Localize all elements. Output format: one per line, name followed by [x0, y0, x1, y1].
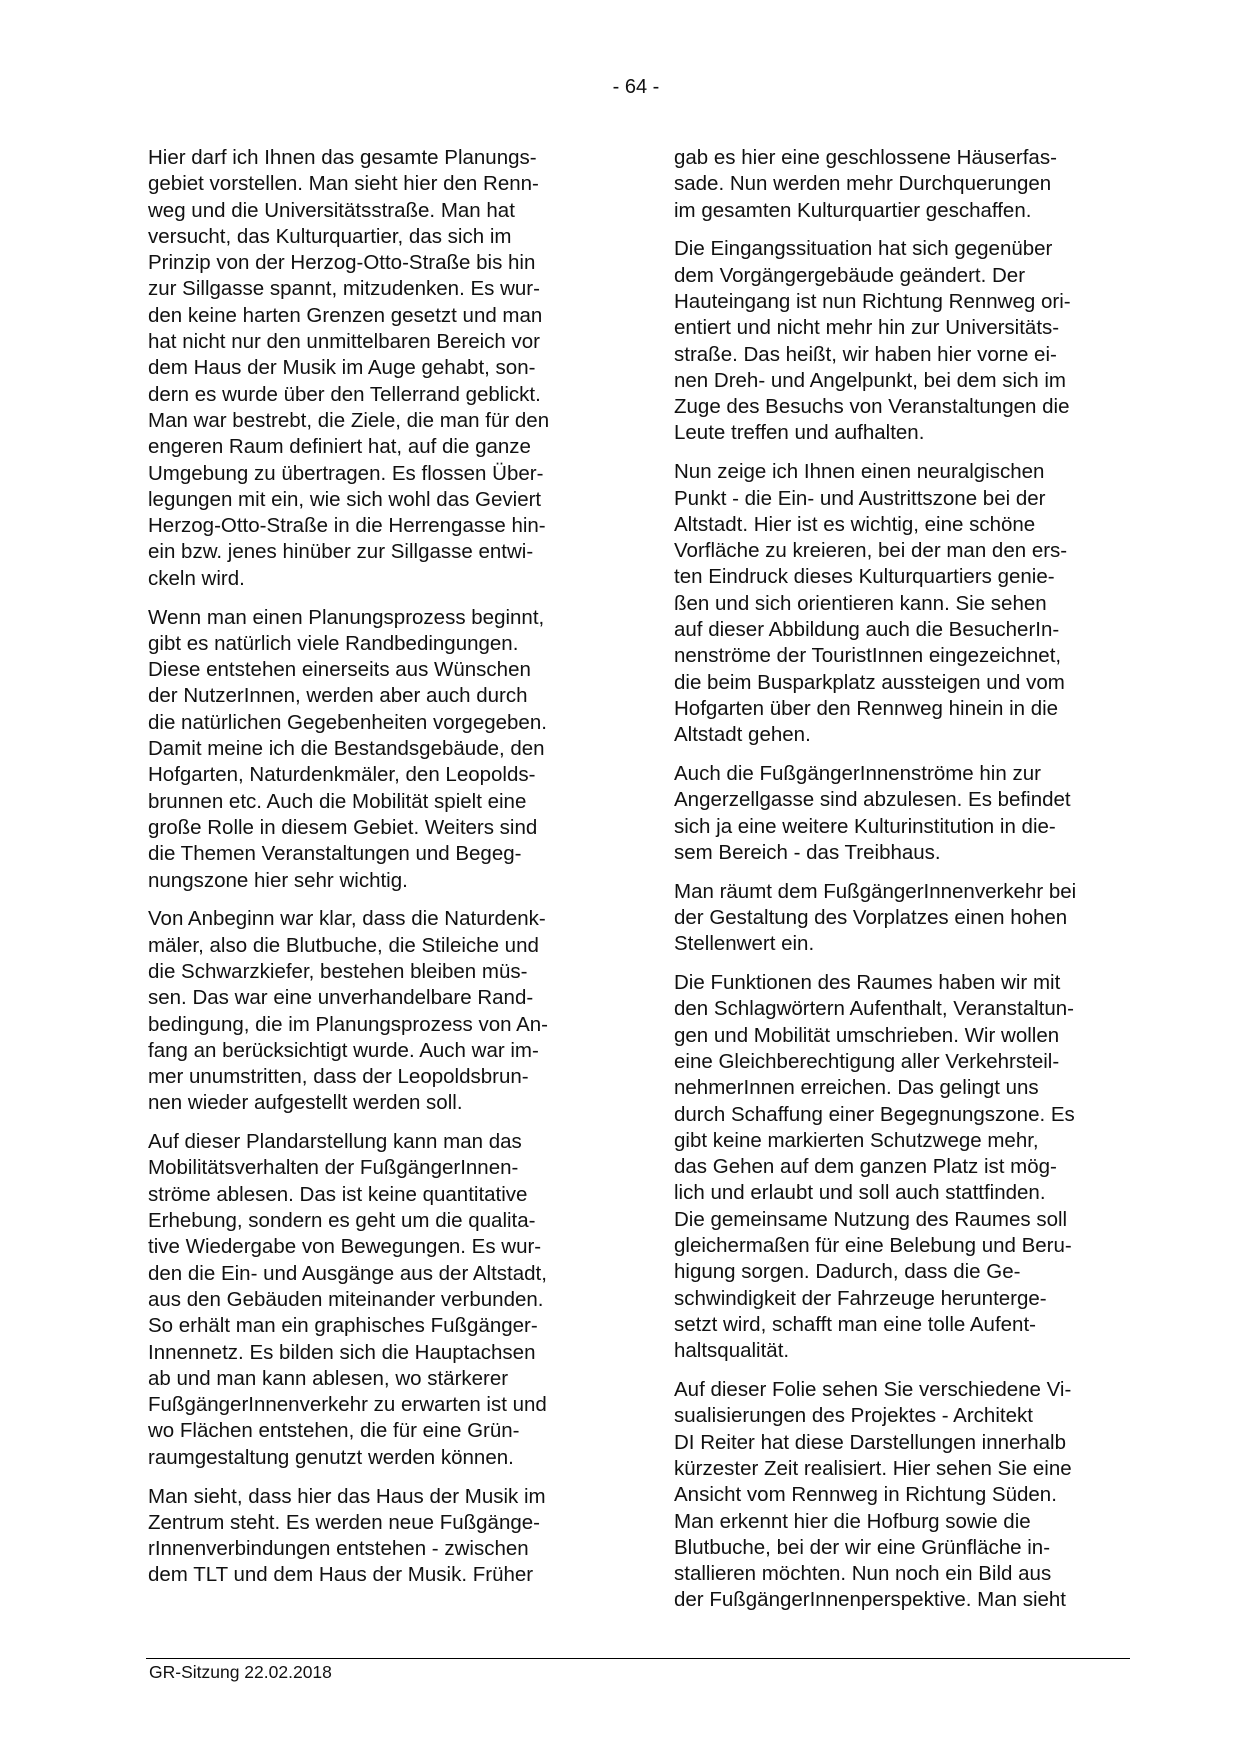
- text-line: den keine harten Grenzen gesetzt und man: [148, 303, 543, 327]
- text-line: der NutzerInnen, werden aber auch durch: [148, 684, 528, 708]
- text-line: nen Dreh- und Angelpunkt, bei dem sich im: [674, 368, 1067, 392]
- text-line: Auf dieser Plandarstellung kann man das: [148, 1130, 522, 1154]
- text-line: Zuge des Besuchs von Veranstaltungen die: [674, 395, 1070, 419]
- text-line: Herzog-Otto-Straße in die Herrengasse hin-: [148, 514, 546, 538]
- text-line: dem Vorgängergebäude geändert. Der: [674, 263, 1026, 287]
- text-line: Diese entstehen einerseits aus Wünschen: [148, 658, 531, 682]
- text-line: im gesamten Kulturquartier geschaffen.: [674, 198, 1032, 222]
- text-line: große Rolle in diesem Gebiet. Weiters sind: [148, 815, 538, 839]
- text-line: durch Schaffung einer Begegnungszone. Es: [674, 1102, 1075, 1126]
- text-line: lich und erlaubt und soll auch stattfinden.: [674, 1181, 1046, 1205]
- text-line: brunnen etc. Auch die Mobilität spielt eine: [148, 789, 527, 813]
- text-line: nenströme der TouristInnen eingezeichnet,: [674, 644, 1062, 668]
- text-line: Erhebung, sondern es geht um die qualita-: [148, 1209, 536, 1233]
- paragraph: [148, 145, 628, 592]
- text-line: Zentrum steht. Es werden neue Fußgänge-: [148, 1510, 540, 1534]
- text-line: legungen mit ein, wie sich wohl das Geviert: [148, 487, 542, 511]
- text-line: ein bzw. jenes hinüber zur Sillgasse entwi-: [148, 540, 534, 564]
- text-line: schwindigkeit der Fahrzeuge herunterge-: [674, 1286, 1047, 1310]
- text-line: So erhält man ein graphisches Fußgänger-: [148, 1314, 538, 1338]
- text-line: zur Sillgasse spannt, mitzudenken. Es wur-: [148, 277, 540, 301]
- footer-divider: [146, 1658, 1130, 1659]
- text-line: Damit meine ich die Bestandsgebäude, den: [148, 737, 545, 761]
- text-line: nen wieder aufgestellt werden soll.: [148, 1091, 463, 1115]
- text-line: higung sorgen. Dadurch, dass die Ge-: [674, 1260, 1021, 1284]
- text-line: straße. Das heißt, wir haben hier vorne ei-: [674, 342, 1057, 366]
- text-line: ckeln wird.: [148, 566, 245, 590]
- text-line: Die gemeinsame Nutzung des Raumes soll: [674, 1207, 1068, 1231]
- text-line: Stellenwert ein.: [674, 932, 815, 956]
- text-line: Man sieht, dass hier das Haus der Musik im: [148, 1484, 546, 1508]
- text-line: engeren Raum definiert hat, auf die ganze: [148, 435, 531, 459]
- text-line: Man erkennt hier die Hofburg sowie die: [674, 1509, 1031, 1533]
- text-line: gibt keine markierten Schutzwege mehr,: [674, 1128, 1039, 1152]
- text-line: ströme ablesen. Das ist keine quantitative: [148, 1182, 528, 1206]
- text-line: dern es wurde über den Tellerrand geblickt.: [148, 382, 541, 406]
- text-line: mäler, also die Blutbuche, die Stileiche und: [148, 933, 539, 957]
- text-line: Altstadt. Hier ist es wichtig, eine schöne: [674, 512, 1036, 536]
- text-line: den die Ein- und Ausgänge aus der Altstadt,: [148, 1261, 547, 1285]
- text-line: Nun zeige ich Ihnen einen neuralgischen: [674, 460, 1045, 484]
- text-line: Mobilitätsverhalten der FußgängerInnen-: [148, 1156, 519, 1180]
- text-line: kürzester Zeit realisiert. Hier sehen Sie eine: [674, 1456, 1072, 1480]
- text-line: sich ja eine weitere Kulturinstitution in die-: [674, 814, 1056, 838]
- text-line: gab es hier eine geschlossene Häuserfas-: [674, 146, 1057, 169]
- text-line: haltsqualität.: [674, 1339, 790, 1363]
- left-column: [148, 145, 628, 1601]
- text-line: Vorfläche zu kreieren, bei der man den ers-: [674, 539, 1068, 563]
- text-line: Die Eingangssituation hat sich gegenüber: [674, 237, 1053, 261]
- text-line: Altstadt gehen.: [674, 723, 811, 747]
- text-line: ten Eindruck dieses Kulturquartiers genie-: [674, 565, 1055, 589]
- text-line: tive Wiedergabe von Bewegungen. Es wur-: [148, 1235, 542, 1259]
- text-line: sem Bereich - das Treibhaus.: [674, 840, 941, 864]
- text-line: Man war bestrebt, die Ziele, die man für den: [148, 408, 550, 432]
- text-line: FußgängerInnenverkehr zu erwarten ist und: [148, 1393, 547, 1417]
- paragraph: [674, 1377, 1154, 1614]
- text-line: Auch die FußgängerInnenströme hin zur: [674, 762, 1041, 786]
- text-line: dem Haus der Musik im Auge gehabt, son-: [148, 356, 536, 380]
- paragraph: [674, 236, 1154, 446]
- text-line: Auf dieser Folie sehen Sie verschiedene Vi-: [674, 1378, 1072, 1402]
- text-line: Ansicht vom Rennweg in Richtung Süden.: [674, 1483, 1057, 1507]
- text-line: gibt es natürlich viele Randbedingungen.: [148, 631, 519, 655]
- text-line: Von Anbeginn war klar, dass die Naturdenk-: [148, 907, 546, 931]
- text-line: wo Flächen entstehen, die für eine Grün-: [148, 1419, 520, 1443]
- text-line: bedingung, die im Planungsprozess von An-: [148, 1012, 549, 1036]
- text-line: Innennetz. Es bilden sich die Hauptachsen: [148, 1340, 536, 1364]
- paragraph: [148, 1484, 628, 1589]
- footer-text: GR-Sitzung 22.02.2018: [149, 1662, 332, 1682]
- text-line: rInnenverbindungen entstehen - zwischen: [148, 1537, 529, 1561]
- text-line: den Schlagwörtern Aufenthalt, Veranstaltun-: [674, 997, 1075, 1021]
- text-line: Prinzip von der Herzog-Otto-Straße bis hin: [148, 251, 536, 275]
- text-line: eine Gleichberechtigung aller Verkehrsteil-: [674, 1050, 1060, 1073]
- text-line: raumgestaltung genutzt werden können.: [148, 1445, 514, 1469]
- text-line: Hauteingang ist nun Richtung Rennweg ori-: [674, 289, 1071, 313]
- text-line: Punkt - die Ein- und Austrittszone bei der: [674, 486, 1046, 510]
- text-line: sen. Das war eine unverhandelbare Rand-: [148, 986, 534, 1010]
- text-line: nehmerInnen erreichen. Das gelingt uns: [674, 1076, 1039, 1100]
- text-line: das Gehen auf dem ganzen Platz ist mög-: [674, 1155, 1057, 1179]
- text-line: sade. Nun werden mehr Durchquerungen: [674, 172, 1052, 196]
- text-line: stallieren möchten. Nun noch ein Bild aus: [674, 1562, 1052, 1586]
- text-line: Die Funktionen des Raumes haben wir mit: [674, 971, 1061, 995]
- text-line: entiert und nicht mehr hin zur Universitäts-: [674, 316, 1060, 340]
- paragraph: [674, 145, 1154, 224]
- text-line: Leute treffen und aufhalten.: [674, 421, 925, 445]
- text-line: gen und Mobilität umschrieben. Wir wollen: [674, 1023, 1060, 1047]
- text-line: Man räumt dem FußgängerInnenverkehr bei: [674, 879, 1077, 903]
- text-line: ab und man kann ablesen, wo stärkerer: [148, 1366, 509, 1390]
- text-line: Hofgarten, Naturdenkmäler, den Leopolds-: [148, 763, 536, 787]
- text-line: dem TLT und dem Haus der Musik. Früher: [148, 1563, 534, 1587]
- text-line: setzt wird, schafft man eine tolle Aufent-: [674, 1312, 1036, 1336]
- text-line: der FußgängerInnenperspektive. Man sieht: [674, 1588, 1067, 1612]
- text-line: sualisierungen des Projektes - Architekt: [674, 1404, 1033, 1428]
- paragraph: [674, 879, 1154, 958]
- text-line: weg und die Universitätsstraße. Man hat: [148, 198, 515, 222]
- text-line: der Gestaltung des Vorplatzes einen hohen: [674, 906, 1068, 930]
- text-line: Hofgarten über den Rennweg hinein in die: [674, 696, 1059, 720]
- text-line: auf dieser Abbildung auch die BesucherIn-: [674, 618, 1060, 642]
- paragraph: [148, 605, 628, 894]
- text-line: die natürlichen Gegebenheiten vorgegeben.: [148, 710, 547, 734]
- text-line: Hier darf ich Ihnen das gesamte Planungs-: [148, 146, 537, 169]
- paragraph: [674, 459, 1154, 748]
- text-line: nungszone hier sehr wichtig.: [148, 868, 408, 892]
- text-line: mer unumstritten, dass der Leopoldsbrun-: [148, 1065, 529, 1089]
- paragraph: [674, 970, 1154, 1364]
- text-line: ßen und sich orientieren kann. Sie sehen: [674, 591, 1047, 615]
- text-line: die Schwarzkiefer, bestehen bleiben müs-: [148, 959, 528, 983]
- paragraph: [674, 761, 1154, 866]
- page-number: - 64 -: [612, 76, 660, 98]
- text-line: Umgebung zu übertragen. Es flossen Über-: [148, 461, 544, 485]
- text-line: gebiet vorstellen. Man sieht hier den Renn-: [148, 172, 539, 196]
- text-line: die Themen Veranstaltungen und Begeg-: [148, 842, 522, 866]
- text-line: die beim Busparkplatz aussteigen und vom: [674, 670, 1065, 694]
- text-line: aus den Gebäuden miteinander verbunden.: [148, 1287, 544, 1311]
- text-line: Angerzellgasse sind abzulesen. Es befindet: [674, 788, 1071, 812]
- paragraph: [148, 906, 628, 1116]
- right-column: [674, 145, 1154, 1626]
- text-line: fang an berücksichtigt wurde. Auch war im-: [148, 1038, 539, 1062]
- text-line: versucht, das Kulturquartier, das sich im: [148, 224, 512, 248]
- paragraph: [148, 1129, 628, 1471]
- text-line: hat nicht nur den unmittelbaren Bereich vor: [148, 330, 541, 354]
- text-line: Wenn man einen Planungsprozess beginnt,: [148, 605, 545, 629]
- text-line: Blutbuche, bei der wir eine Grünfläche in-: [674, 1535, 1051, 1559]
- text-line: gleichermaßen für eine Belebung und Beru-: [674, 1234, 1072, 1258]
- text-line: DI Reiter hat diese Darstellungen innerhalb: [674, 1430, 1067, 1454]
